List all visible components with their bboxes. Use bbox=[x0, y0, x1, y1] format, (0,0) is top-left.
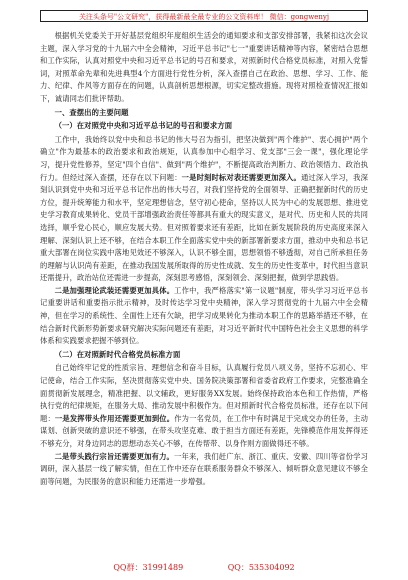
qq-group-text: QQ群：31991489 bbox=[113, 563, 184, 572]
key-point: 二是带头践行宗旨还需要更加有力。 bbox=[54, 451, 175, 461]
header-banner: 关注头条号"公文研究"，获得最新最全最专业的公文资料库！ 微信：gongwenyj bbox=[40, 10, 368, 22]
document-body bbox=[40, 30, 368, 550]
subsection-heading: （二）在对照新时代合格党员标准方面 bbox=[54, 349, 181, 359]
key-point: 一是发挥带头作用还需要更加到位。 bbox=[54, 413, 175, 423]
body-paragraph: 工作中，我始终以党中央和总书记的伟大号召为指引，把坚决做到"两个维护"、衷心拥护"两个确立"作为最基本的政治要求和政治规矩，认真参加中心组学习、党支部"三会一课"，强化理论学习，提升党性修养，坚定"四个自信"、做到"两个维护"，不断提高政治判断力、政治领悟力、政治执行力。但经过深入查摆，还存在以下问题：一是时刻时标对表还需要更加深入。通过深入学习，我深刻认识到党中央和习近平总书记作出的伟大号召，对我们坚持党的全面领导、正确把握新时代的历史方位，提升统筹能力和水平，坚定理想信念，坚守初心使命，坚持以人民为中心的发展思想、推进党史学习教育成果转化、党员干部增强政治责任等都具有重大的现实意义，是对代、历史和人民的共同选择，顺乎党心民心，顺应发展大势。但对照着要求还有差距，比如在新发展阶段的历史高度来深入理解、深刻认识上还不够，在结合本职工作全面落实党中央的新部署新要求方面，推动中央和总书记重大部署在岗位实践中落地见效还不够深入，认识不够全面，思想领悟不够透彻，对自己所承担任务的理解与认识尚有差距，在推动我国发展所取得的历史性成就、发生的历史性变革中，时代担当意识还需提升，政治站位还需进一步提高，深刻思考感悟，深刻领会、深刻把握，做到学思践悟。 bbox=[40, 134, 368, 283]
subsection-heading: （一）在对照党中央和习近平总书记的号召和要求方面 bbox=[54, 121, 233, 131]
section-heading: 一、查摆出的主要问题 bbox=[54, 107, 129, 117]
intro-paragraph: 根据机关党委关于开好基层党组织年度组织生活会的通知要求和支部安排部署，我紧扣这次会议主题，深入学习党的十九届六中全会精神，习近平总书记"七一"重要讲话精神等内容，紧密结合思想和工作实际，认真对照党中央和习近平总书记的号召和要求，对照新时代合格党员标准，对照入党誓词，对照革命先辈和先进典型4个方面进行党性分析，深入查摆自己在政治、思想、学习、工作、能力、纪律、作风等方面存在的问题，认真剖析思想根源，切实定整改措施。现将对照检查情况汇报如下，诚请同志们批评帮助。 bbox=[40, 31, 368, 103]
key-point: 二是加强理论武装还需要更加具体。 bbox=[54, 285, 175, 295]
qq-text: QQ：535304092 bbox=[227, 563, 295, 572]
key-point: 一是时刻时标对表还需要更加深入。 bbox=[181, 172, 301, 182]
body-paragraph: 二是加强理论武装还需要更加具体。工作中，我严格落实"第一议题"制度，带头学习习近平总书记重要讲话和重要指示批示精神，及时传达学习党中央精神，深入学习贯彻党的十九届六中全会精神，但在学习的系统性、全面性上还有欠缺，把学习成果转化为推动本职工作的思路举措还不够，在结合新时代新形势新要求研究解决实际问题还有差距，对习近平新时代中国特色社会主义思想的科学体系和实践要求把握不够到位。 bbox=[40, 285, 368, 346]
body-paragraph: 二是带头践行宗旨还需要更加有力。一年来，我们赶广东、浙江、重庆、安徽、四川等省份学习调研，深入基层一线了解实情，但在工作中还存在联系服务群众不够深入、倾听群众意见建议不够全面等问题，为民服务的意识和能力还需进一步增强。 bbox=[40, 451, 368, 486]
body-paragraph: 自己始终牢记党的性质宗旨、理想信念和奋斗目标，认真履行党员八项义务，坚持不忘初心、牢记使命，结合工作实际，坚决贯彻落实党中央、国务院决策部署和省委省政府工作要求，完整准确全面贯彻新发展理念，精准把握、以文辅政，更好服务XX发展。始终保持政治本色和工作热情，严格执行党的纪律规矩，在服务大局、推动发展中积极作为。但对照新时代合格党员标准，还存在以下问题：一是发挥带头作用还需要更加到位。作为一名党员，在工作中有时满足于完成交办的任务，主动谋划、创新突破的意识还不够强，在带头攻坚克难、敢于担当方面还有差距，先锋模范作用发挥得还不够充分，对身边同志的思想动态关心不够，在传帮带、以身作则方面做得还不够。 bbox=[40, 363, 368, 448]
footer-contact bbox=[0, 562, 408, 574]
